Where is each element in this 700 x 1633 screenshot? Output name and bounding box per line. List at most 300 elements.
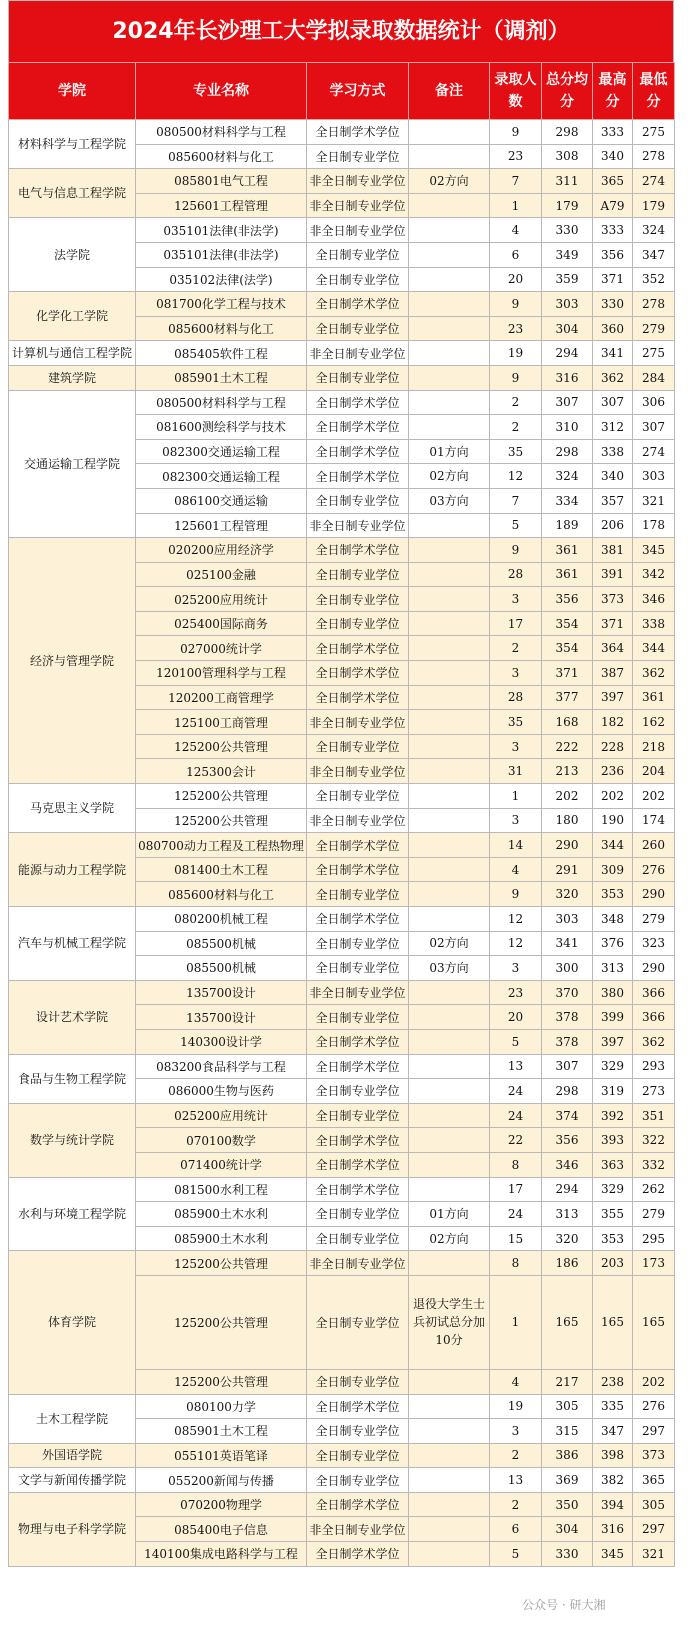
admitted-cell: 8 bbox=[490, 1251, 542, 1276]
min-score-cell: 321 bbox=[633, 488, 675, 513]
max-score-cell: 376 bbox=[593, 931, 633, 956]
min-score-cell: 274 bbox=[633, 169, 675, 194]
min-score-cell: 165 bbox=[633, 1275, 675, 1369]
max-score-cell: 353 bbox=[593, 1226, 633, 1251]
mode-cell: 全日制专业学位 bbox=[307, 611, 409, 636]
admitted-cell: 5 bbox=[490, 513, 542, 538]
max-score-cell: 360 bbox=[593, 316, 633, 341]
note-cell bbox=[409, 390, 490, 415]
major-cell: 025200应用统计 bbox=[136, 587, 307, 612]
admitted-cell: 23 bbox=[490, 144, 542, 169]
note-cell bbox=[409, 1443, 490, 1468]
avg-score-cell: 300 bbox=[542, 956, 593, 981]
note-cell bbox=[409, 1468, 490, 1493]
mode-cell: 非全日制专业学位 bbox=[307, 513, 409, 538]
admitted-cell: 3 bbox=[490, 956, 542, 981]
note-cell bbox=[409, 1177, 490, 1202]
admitted-cell: 12 bbox=[490, 931, 542, 956]
note-cell bbox=[409, 1079, 490, 1104]
min-score-cell: 297 bbox=[633, 1419, 675, 1444]
header-avg: 总分均分 bbox=[542, 63, 593, 120]
mode-cell: 全日制专业学位 bbox=[307, 1226, 409, 1251]
mode-cell: 全日制专业学位 bbox=[307, 488, 409, 513]
mode-cell: 非全日制专业学位 bbox=[307, 1517, 409, 1542]
max-score-cell: 344 bbox=[593, 833, 633, 858]
note-cell bbox=[409, 1251, 490, 1276]
mode-cell: 全日制学术学位 bbox=[307, 857, 409, 882]
mode-cell: 全日制专业学位 bbox=[307, 365, 409, 390]
max-score-cell: 333 bbox=[593, 218, 633, 243]
table-row bbox=[9, 169, 675, 194]
max-score-cell: 345 bbox=[593, 1542, 633, 1567]
max-score-cell: 335 bbox=[593, 1394, 633, 1419]
note-cell bbox=[409, 661, 490, 686]
major-cell: 125200公共管理 bbox=[136, 1369, 307, 1394]
max-score-cell: 182 bbox=[593, 710, 633, 735]
avg-score-cell: 361 bbox=[542, 538, 593, 563]
mode-cell: 全日制学术学位 bbox=[307, 292, 409, 317]
min-score-cell: 306 bbox=[633, 390, 675, 415]
avg-score-cell: 315 bbox=[542, 1419, 593, 1444]
mode-cell: 全日制学术学位 bbox=[307, 833, 409, 858]
min-score-cell: 162 bbox=[633, 710, 675, 735]
major-cell: 055101英语笔译 bbox=[136, 1443, 307, 1468]
major-cell: 025400国际商务 bbox=[136, 611, 307, 636]
avg-score-cell: 308 bbox=[542, 144, 593, 169]
note-cell bbox=[409, 1128, 490, 1153]
avg-score-cell: 290 bbox=[542, 833, 593, 858]
major-cell: 125200公共管理 bbox=[136, 784, 307, 809]
mode-cell: 非全日制专业学位 bbox=[307, 341, 409, 366]
max-score-cell: 340 bbox=[593, 144, 633, 169]
note-cell bbox=[409, 857, 490, 882]
admitted-cell: 13 bbox=[490, 1468, 542, 1493]
min-score-cell: 218 bbox=[633, 734, 675, 759]
mode-cell: 非全日制专业学位 bbox=[307, 169, 409, 194]
admitted-cell: 4 bbox=[490, 218, 542, 243]
table-row bbox=[9, 365, 675, 390]
max-score-cell: 393 bbox=[593, 1128, 633, 1153]
min-score-cell: 279 bbox=[633, 907, 675, 932]
major-cell: 085500机械 bbox=[136, 931, 307, 956]
admitted-cell: 1 bbox=[490, 193, 542, 218]
avg-score-cell: 165 bbox=[542, 1275, 593, 1369]
major-cell: 085901土木工程 bbox=[136, 365, 307, 390]
avg-score-cell: 356 bbox=[542, 1128, 593, 1153]
min-score-cell: 178 bbox=[633, 513, 675, 538]
admitted-cell: 31 bbox=[490, 759, 542, 784]
admitted-cell: 14 bbox=[490, 833, 542, 858]
avg-score-cell: 349 bbox=[542, 242, 593, 267]
max-score-cell: 206 bbox=[593, 513, 633, 538]
admitted-cell: 4 bbox=[490, 857, 542, 882]
avg-score-cell: 361 bbox=[542, 562, 593, 587]
mode-cell: 全日制学术学位 bbox=[307, 120, 409, 145]
admitted-cell: 28 bbox=[490, 562, 542, 587]
note-cell bbox=[409, 833, 490, 858]
min-score-cell: 276 bbox=[633, 1394, 675, 1419]
admission-table bbox=[8, 62, 675, 1567]
college-cell: 设计艺术学院 bbox=[9, 980, 136, 1054]
avg-score-cell: 324 bbox=[542, 464, 593, 489]
major-cell: 085600材料与化工 bbox=[136, 144, 307, 169]
avg-score-cell: 320 bbox=[542, 882, 593, 907]
college-cell: 数学与统计学院 bbox=[9, 1103, 136, 1177]
min-score-cell: 332 bbox=[633, 1152, 675, 1177]
table-row bbox=[9, 980, 675, 1005]
major-cell: 081500水利工程 bbox=[136, 1177, 307, 1202]
major-cell: 140100集成电路科学与工程 bbox=[136, 1542, 307, 1567]
major-cell: 085600材料与化工 bbox=[136, 316, 307, 341]
avg-score-cell: 202 bbox=[542, 784, 593, 809]
note-cell bbox=[409, 218, 490, 243]
note-cell bbox=[409, 759, 490, 784]
max-score-cell: 313 bbox=[593, 956, 633, 981]
max-score-cell: 348 bbox=[593, 907, 633, 932]
min-score-cell: 345 bbox=[633, 538, 675, 563]
max-score-cell: 357 bbox=[593, 488, 633, 513]
note-cell bbox=[409, 1492, 490, 1517]
admitted-cell: 2 bbox=[490, 1443, 542, 1468]
min-score-cell: 361 bbox=[633, 685, 675, 710]
table-row bbox=[9, 784, 675, 809]
max-score-cell: 312 bbox=[593, 415, 633, 440]
min-score-cell: 307 bbox=[633, 415, 675, 440]
major-cell: 125601工程管理 bbox=[136, 513, 307, 538]
avg-score-cell: 346 bbox=[542, 1152, 593, 1177]
admitted-cell: 15 bbox=[490, 1226, 542, 1251]
max-score-cell: 382 bbox=[593, 1468, 633, 1493]
avg-score-cell: 377 bbox=[542, 685, 593, 710]
mode-cell: 非全日制专业学位 bbox=[307, 808, 409, 833]
note-cell bbox=[409, 611, 490, 636]
min-score-cell: 322 bbox=[633, 1128, 675, 1153]
mode-cell: 全日制专业学位 bbox=[307, 267, 409, 292]
table-row bbox=[9, 1468, 675, 1493]
avg-score-cell: 291 bbox=[542, 857, 593, 882]
note-cell: 退役大学生士兵初试总分加10分 bbox=[409, 1275, 490, 1369]
admitted-cell: 17 bbox=[490, 611, 542, 636]
min-score-cell: 173 bbox=[633, 1251, 675, 1276]
avg-score-cell: 369 bbox=[542, 1468, 593, 1493]
college-cell: 汽车与机械工程学院 bbox=[9, 907, 136, 981]
max-score-cell: 371 bbox=[593, 267, 633, 292]
major-cell: 085405软件工程 bbox=[136, 341, 307, 366]
avg-score-cell: 307 bbox=[542, 390, 593, 415]
min-score-cell: 274 bbox=[633, 439, 675, 464]
note-cell bbox=[409, 316, 490, 341]
max-score-cell: 355 bbox=[593, 1202, 633, 1227]
note-cell bbox=[409, 710, 490, 735]
note-cell bbox=[409, 341, 490, 366]
mode-cell: 全日制专业学位 bbox=[307, 1005, 409, 1030]
note-cell: 02方向 bbox=[409, 1226, 490, 1251]
college-cell: 计算机与通信工程学院 bbox=[9, 341, 136, 366]
note-cell bbox=[409, 1054, 490, 1079]
max-score-cell: 392 bbox=[593, 1103, 633, 1128]
mode-cell: 全日制专业学位 bbox=[307, 587, 409, 612]
major-cell: 081700化学工程与技术 bbox=[136, 292, 307, 317]
avg-score-cell: 180 bbox=[542, 808, 593, 833]
admitted-cell: 13 bbox=[490, 1054, 542, 1079]
mode-cell: 全日制专业学位 bbox=[307, 931, 409, 956]
major-cell: 025100金融 bbox=[136, 562, 307, 587]
admitted-cell: 28 bbox=[490, 685, 542, 710]
min-score-cell: 278 bbox=[633, 292, 675, 317]
max-score-cell: 329 bbox=[593, 1177, 633, 1202]
max-score-cell: 397 bbox=[593, 1029, 633, 1054]
min-score-cell: 262 bbox=[633, 1177, 675, 1202]
table-row bbox=[9, 390, 675, 415]
major-cell: 081600测绘科学与技术 bbox=[136, 415, 307, 440]
max-score-cell: 341 bbox=[593, 341, 633, 366]
min-score-cell: 275 bbox=[633, 120, 675, 145]
admitted-cell: 9 bbox=[490, 882, 542, 907]
mode-cell: 全日制学术学位 bbox=[307, 1054, 409, 1079]
major-cell: 027000统计学 bbox=[136, 636, 307, 661]
admitted-cell: 5 bbox=[490, 1029, 542, 1054]
admitted-cell: 4 bbox=[490, 1369, 542, 1394]
college-group bbox=[9, 538, 675, 784]
max-score-cell: 340 bbox=[593, 464, 633, 489]
major-cell: 085900土木水利 bbox=[136, 1226, 307, 1251]
avg-score-cell: 189 bbox=[542, 513, 593, 538]
max-score-cell: 228 bbox=[593, 734, 633, 759]
college-group bbox=[9, 784, 675, 833]
avg-score-cell: 334 bbox=[542, 488, 593, 513]
admitted-cell: 3 bbox=[490, 661, 542, 686]
mode-cell: 全日制学术学位 bbox=[307, 1029, 409, 1054]
mode-cell: 全日制学术学位 bbox=[307, 636, 409, 661]
min-score-cell: 303 bbox=[633, 464, 675, 489]
admitted-cell: 3 bbox=[490, 1419, 542, 1444]
header-major: 专业名称 bbox=[136, 63, 307, 120]
note-cell bbox=[409, 1005, 490, 1030]
avg-score-cell: 356 bbox=[542, 587, 593, 612]
admitted-cell: 6 bbox=[490, 1517, 542, 1542]
note-cell bbox=[409, 144, 490, 169]
min-score-cell: 351 bbox=[633, 1103, 675, 1128]
table-row bbox=[9, 218, 675, 243]
note-cell bbox=[409, 1419, 490, 1444]
avg-score-cell: 374 bbox=[542, 1103, 593, 1128]
admitted-cell: 9 bbox=[490, 538, 542, 563]
mode-cell: 全日制学术学位 bbox=[307, 685, 409, 710]
major-cell: 035101法律(非法学) bbox=[136, 242, 307, 267]
note-cell bbox=[409, 907, 490, 932]
min-score-cell: 362 bbox=[633, 661, 675, 686]
admitted-cell: 5 bbox=[490, 1542, 542, 1567]
major-cell: 025200应用统计 bbox=[136, 1103, 307, 1128]
admitted-cell: 9 bbox=[490, 292, 542, 317]
mode-cell: 全日制学术学位 bbox=[307, 1128, 409, 1153]
note-cell bbox=[409, 1542, 490, 1567]
college-cell: 交通运输工程学院 bbox=[9, 390, 136, 538]
table-row bbox=[9, 1394, 675, 1419]
mode-cell: 全日制专业学位 bbox=[307, 1103, 409, 1128]
table-row bbox=[9, 1054, 675, 1079]
major-cell: 035102法律(法学) bbox=[136, 267, 307, 292]
major-cell: 082300交通运输工程 bbox=[136, 439, 307, 464]
min-score-cell: 279 bbox=[633, 1202, 675, 1227]
note-cell: 02方向 bbox=[409, 931, 490, 956]
admitted-cell: 2 bbox=[490, 1492, 542, 1517]
mode-cell: 全日制专业学位 bbox=[307, 734, 409, 759]
min-score-cell: 338 bbox=[633, 611, 675, 636]
major-cell: 125200公共管理 bbox=[136, 1251, 307, 1276]
min-score-cell: 344 bbox=[633, 636, 675, 661]
note-cell bbox=[409, 882, 490, 907]
note-cell: 03方向 bbox=[409, 488, 490, 513]
watermark-text: 公众号 · 研大湘 bbox=[522, 1598, 606, 1612]
note-cell bbox=[409, 636, 490, 661]
college-group bbox=[9, 1103, 675, 1177]
college-cell: 电气与信息工程学院 bbox=[9, 169, 136, 218]
max-score-cell: 356 bbox=[593, 242, 633, 267]
college-group bbox=[9, 1177, 675, 1251]
table-row bbox=[9, 341, 675, 366]
table-row bbox=[9, 120, 675, 145]
college-cell: 能源与动力工程学院 bbox=[9, 833, 136, 907]
note-cell bbox=[409, 808, 490, 833]
major-cell: 070100数学 bbox=[136, 1128, 307, 1153]
major-cell: 135700设计 bbox=[136, 980, 307, 1005]
avg-score-cell: 307 bbox=[542, 1054, 593, 1079]
min-score-cell: 202 bbox=[633, 784, 675, 809]
avg-score-cell: 378 bbox=[542, 1029, 593, 1054]
admitted-cell: 7 bbox=[490, 169, 542, 194]
admitted-cell: 2 bbox=[490, 415, 542, 440]
note-cell bbox=[409, 562, 490, 587]
min-score-cell: 293 bbox=[633, 1054, 675, 1079]
max-score-cell: 353 bbox=[593, 882, 633, 907]
max-score-cell: 347 bbox=[593, 1419, 633, 1444]
mode-cell: 全日制专业学位 bbox=[307, 1202, 409, 1227]
min-score-cell: 297 bbox=[633, 1517, 675, 1542]
table-row bbox=[9, 1443, 675, 1468]
min-score-cell: 295 bbox=[633, 1226, 675, 1251]
major-cell: 085900土木水利 bbox=[136, 1202, 307, 1227]
mode-cell: 全日制学术学位 bbox=[307, 464, 409, 489]
max-score-cell: 203 bbox=[593, 1251, 633, 1276]
mode-cell: 全日制专业学位 bbox=[307, 1443, 409, 1468]
admitted-cell: 19 bbox=[490, 341, 542, 366]
page-title: 2024年长沙理工大学拟录取数据统计（调剂） bbox=[8, 0, 674, 62]
admitted-cell: 20 bbox=[490, 267, 542, 292]
note-cell bbox=[409, 242, 490, 267]
table-row bbox=[9, 1103, 675, 1128]
min-score-cell: 362 bbox=[633, 1029, 675, 1054]
max-score-cell: 238 bbox=[593, 1369, 633, 1394]
min-score-cell: 290 bbox=[633, 956, 675, 981]
admission-sheet bbox=[8, 0, 674, 1612]
college-group bbox=[9, 1492, 675, 1566]
admitted-cell: 22 bbox=[490, 1128, 542, 1153]
college-cell: 水利与环境工程学院 bbox=[9, 1177, 136, 1251]
header-min: 最低分 bbox=[633, 63, 675, 120]
mode-cell: 全日制学术学位 bbox=[307, 907, 409, 932]
max-score-cell: 394 bbox=[593, 1492, 633, 1517]
mode-cell: 全日制学术学位 bbox=[307, 1492, 409, 1517]
max-score-cell: 364 bbox=[593, 636, 633, 661]
max-score-cell: 316 bbox=[593, 1517, 633, 1542]
avg-score-cell: 298 bbox=[542, 439, 593, 464]
avg-score-cell: 359 bbox=[542, 267, 593, 292]
admitted-cell: 24 bbox=[490, 1103, 542, 1128]
note-cell bbox=[409, 1029, 490, 1054]
admitted-cell: 23 bbox=[490, 980, 542, 1005]
max-score-cell: 363 bbox=[593, 1152, 633, 1177]
admitted-cell: 3 bbox=[490, 587, 542, 612]
college-group bbox=[9, 120, 675, 169]
major-cell: 085600材料与化工 bbox=[136, 882, 307, 907]
major-cell: 120100管理科学与工程 bbox=[136, 661, 307, 686]
note-cell bbox=[409, 734, 490, 759]
max-score-cell: 309 bbox=[593, 857, 633, 882]
note-cell: 03方向 bbox=[409, 956, 490, 981]
admitted-cell: 1 bbox=[490, 1275, 542, 1369]
max-score-cell: 365 bbox=[593, 169, 633, 194]
major-cell: 081400土木工程 bbox=[136, 857, 307, 882]
avg-score-cell: 354 bbox=[542, 636, 593, 661]
mode-cell: 全日制专业学位 bbox=[307, 144, 409, 169]
major-cell: 083200食品科学与工程 bbox=[136, 1054, 307, 1079]
avg-score-cell: 303 bbox=[542, 292, 593, 317]
avg-score-cell: 370 bbox=[542, 980, 593, 1005]
major-cell: 080200机械工程 bbox=[136, 907, 307, 932]
header-max: 最高分 bbox=[593, 63, 633, 120]
max-score-cell: 387 bbox=[593, 661, 633, 686]
avg-score-cell: 310 bbox=[542, 415, 593, 440]
max-score-cell: 399 bbox=[593, 1005, 633, 1030]
max-score-cell: 190 bbox=[593, 808, 633, 833]
college-cell: 文学与新闻传播学院 bbox=[9, 1468, 136, 1493]
mode-cell: 全日制专业学位 bbox=[307, 242, 409, 267]
avg-score-cell: 354 bbox=[542, 611, 593, 636]
major-cell: 125100工商管理 bbox=[136, 710, 307, 735]
max-score-cell: A79 bbox=[593, 193, 633, 218]
min-score-cell: 279 bbox=[633, 316, 675, 341]
major-cell: 055200新闻与传播 bbox=[136, 1468, 307, 1493]
avg-score-cell: 168 bbox=[542, 710, 593, 735]
mode-cell: 全日制专业学位 bbox=[307, 956, 409, 981]
avg-score-cell: 186 bbox=[542, 1251, 593, 1276]
major-cell: 120200工商管理学 bbox=[136, 685, 307, 710]
avg-score-cell: 298 bbox=[542, 1079, 593, 1104]
min-score-cell: 366 bbox=[633, 1005, 675, 1030]
college-group bbox=[9, 907, 675, 981]
min-score-cell: 174 bbox=[633, 808, 675, 833]
avg-score-cell: 313 bbox=[542, 1202, 593, 1227]
max-score-cell: 362 bbox=[593, 365, 633, 390]
college-cell: 外国语学院 bbox=[9, 1443, 136, 1468]
min-score-cell: 346 bbox=[633, 587, 675, 612]
avg-score-cell: 320 bbox=[542, 1226, 593, 1251]
mode-cell: 全日制专业学位 bbox=[307, 1419, 409, 1444]
major-cell: 140300设计学 bbox=[136, 1029, 307, 1054]
mode-cell: 全日制学术学位 bbox=[307, 1177, 409, 1202]
max-score-cell: 373 bbox=[593, 587, 633, 612]
avg-score-cell: 179 bbox=[542, 193, 593, 218]
major-cell: 135700设计 bbox=[136, 1005, 307, 1030]
note-cell bbox=[409, 193, 490, 218]
note-cell bbox=[409, 784, 490, 809]
max-score-cell: 381 bbox=[593, 538, 633, 563]
mode-cell: 非全日制专业学位 bbox=[307, 980, 409, 1005]
admitted-cell: 24 bbox=[490, 1202, 542, 1227]
mode-cell: 全日制专业学位 bbox=[307, 1369, 409, 1394]
header-row bbox=[9, 63, 675, 120]
